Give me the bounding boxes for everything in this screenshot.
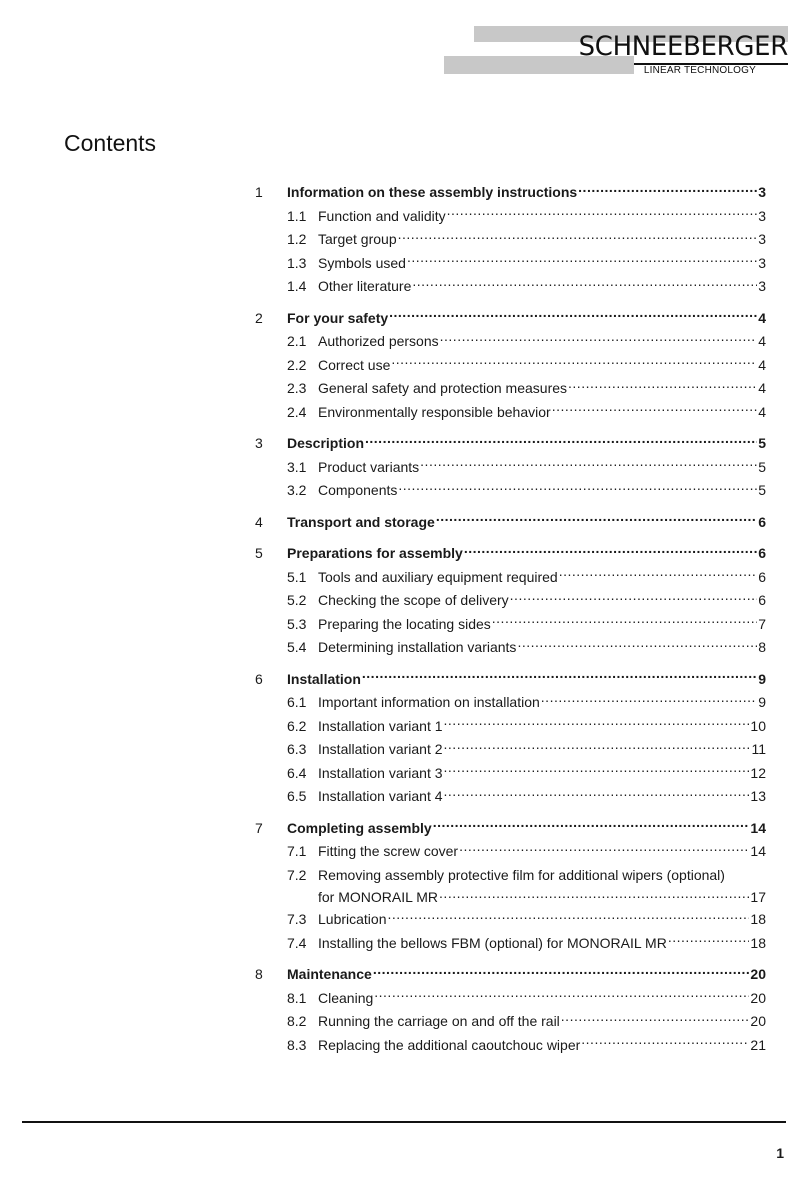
toc-entry-page: 3 <box>758 184 766 200</box>
toc-subentry-number: 5.2 <box>287 592 307 608</box>
page-title: Contents <box>64 130 157 156</box>
toc-section <box>255 963 766 1057</box>
toc-subentry-1-1[interactable] <box>255 205 766 229</box>
toc-subentry-title: Components <box>318 482 398 498</box>
toc-subentry-title-cont: for MONORAIL MR <box>318 889 439 905</box>
toc-subentry-title: Checking the scope of delivery <box>318 592 509 608</box>
toc-subentry-title: Preparing the locating sides <box>318 615 491 632</box>
toc-subentry-number: 3.1 <box>287 458 307 475</box>
toc-subentry-7-3[interactable] <box>255 908 766 932</box>
toc-subentry-title: Symbols used <box>318 254 406 271</box>
dot-leader <box>433 819 750 833</box>
toc-entry-title: Preparations for assembly <box>287 545 463 561</box>
dot-leader <box>581 1036 749 1050</box>
toc-subentry-title: Installing the bellows FBM (optional) for MONORAIL MR <box>318 934 667 951</box>
schneeberger-logo <box>444 26 788 76</box>
toc-entry-1[interactable] <box>255 181 766 205</box>
toc-subentry-8-3[interactable] <box>255 1034 766 1058</box>
toc-entry-6[interactable] <box>255 668 766 692</box>
toc-subentry-title: Installation variant 4 <box>318 788 443 804</box>
toc-entry-5[interactable] <box>255 542 766 566</box>
toc-entry-3[interactable] <box>255 432 766 456</box>
toc-section <box>255 511 766 535</box>
dot-leader <box>541 693 757 707</box>
toc-subentry-title: Running the carriage on and off the rail <box>318 1013 560 1029</box>
toc-entry-number: 2 <box>255 309 263 326</box>
dot-leader <box>398 481 757 495</box>
logo-name: SCHNEEBERGER <box>578 31 788 62</box>
toc-subentry-5-2[interactable] <box>255 589 766 613</box>
toc-subentry-title: Installation variant 2 <box>318 741 443 757</box>
dot-leader <box>389 309 757 323</box>
toc-entry-number: 4 <box>255 513 263 530</box>
toc-subentry-title: Determining installation variants <box>318 639 517 655</box>
toc-subentry-title: Environmentally responsible behavior <box>318 403 551 420</box>
dot-leader <box>459 842 749 856</box>
toc-entry-number: 1 <box>255 184 263 200</box>
toc-entry-title: Transport and storage <box>287 513 435 530</box>
toc-subentry-7-1[interactable] <box>255 840 766 864</box>
toc-subentry-8-1[interactable] <box>255 987 766 1011</box>
toc-subentry-title: Fitting the screw cover <box>318 843 459 859</box>
toc-entry-page: 14 <box>750 819 766 836</box>
dot-leader <box>492 615 757 629</box>
toc-subentry-number: 7.4 <box>287 934 307 951</box>
toc-subentry-5-1[interactable] <box>255 566 766 590</box>
dot-leader <box>668 934 750 948</box>
toc-subentry-number: 2.1 <box>287 333 307 349</box>
toc-subentry-number: 5.1 <box>287 568 307 585</box>
dot-leader <box>444 740 751 754</box>
toc-section <box>255 432 766 503</box>
dot-leader <box>517 638 757 652</box>
dot-leader <box>444 787 750 801</box>
toc-subentry-page: 8 <box>758 639 766 655</box>
toc-subentry-page: 18 <box>750 911 766 927</box>
table-of-contents <box>255 181 766 1065</box>
toc-subentry-page: 4 <box>758 333 766 349</box>
toc-subentry-page: 4 <box>758 380 766 396</box>
toc-subentry-number: 3.2 <box>287 482 307 498</box>
toc-entry-number: 7 <box>255 819 263 836</box>
toc-entry-title: Information on these assembly instructions <box>287 184 578 200</box>
toc-subentry-page: 11 <box>751 741 766 757</box>
toc-subentry-title: General safety and protection measures <box>318 380 568 396</box>
toc-entry-page: 6 <box>758 513 766 530</box>
dot-leader <box>388 910 750 924</box>
toc-subentry-page: 12 <box>750 764 766 781</box>
toc-subentry-page: 5 <box>758 458 766 475</box>
toc-subentry-6-3[interactable] <box>255 738 766 762</box>
toc-subentry-page: 20 <box>750 1013 766 1029</box>
toc-subentry-page: 4 <box>758 356 766 373</box>
toc-entry-7[interactable] <box>255 817 766 841</box>
toc-subentry-number: 1.1 <box>287 207 307 224</box>
dot-leader <box>447 207 757 221</box>
toc-subentry-title: Authorized persons <box>318 333 439 349</box>
toc-subentry-number: 8.1 <box>287 989 307 1006</box>
toc-subentry-number: 1.4 <box>287 278 307 294</box>
toc-subentry-number: 1.2 <box>287 231 307 247</box>
toc-subentry-number: 7.2 <box>287 866 307 883</box>
toc-subentry-page: 18 <box>750 934 766 951</box>
toc-subentry-5-3[interactable] <box>255 613 766 637</box>
page-number: 1 <box>776 1145 784 1161</box>
toc-section <box>255 307 766 425</box>
toc-subentry-number: 2.4 <box>287 403 307 420</box>
dot-leader <box>559 568 757 582</box>
toc-subentry-1-3[interactable] <box>255 252 766 276</box>
toc-subentry-6-4[interactable] <box>255 762 766 786</box>
toc-subentry-page: 14 <box>750 843 766 859</box>
toc-subentry-number: 6.5 <box>287 788 307 804</box>
toc-entry-4[interactable] <box>255 511 766 535</box>
toc-subentry-6-2[interactable] <box>255 715 766 739</box>
toc-subentry-page: 17 <box>750 889 766 905</box>
toc-subentry-title: Replacing the additional caoutchouc wiper <box>318 1036 581 1053</box>
dot-leader <box>444 764 750 778</box>
dot-leader <box>398 230 757 244</box>
dot-leader <box>464 544 757 558</box>
toc-section <box>255 181 766 299</box>
toc-subentry-number: 2.2 <box>287 356 307 373</box>
toc-entry-page: 9 <box>758 670 766 687</box>
toc-subentry-title: Correct use <box>318 356 391 373</box>
toc-subentry-3-1[interactable] <box>255 456 766 480</box>
dot-leader <box>552 403 757 417</box>
dot-leader <box>362 670 757 684</box>
toc-subentry-6-5[interactable] <box>255 785 766 809</box>
toc-subentry-title: Function and validity <box>318 207 446 224</box>
toc-entry-number: 8 <box>255 966 263 982</box>
toc-subentry-page: 10 <box>750 717 766 734</box>
toc-subentry-page: 3 <box>758 207 766 224</box>
toc-subentry-number: 7.3 <box>287 911 307 927</box>
dot-leader <box>440 332 757 346</box>
dot-leader <box>365 434 757 448</box>
toc-subentry-7-4[interactable] <box>255 932 766 956</box>
toc-subentry-number: 8.2 <box>287 1013 307 1029</box>
toc-subentry-title: Important information on installation <box>318 694 540 710</box>
toc-subentry-page: 3 <box>758 254 766 271</box>
dot-leader <box>374 989 749 1003</box>
dot-leader <box>420 458 757 472</box>
dot-leader <box>439 888 749 902</box>
toc-subentry-6-1[interactable] <box>255 691 766 715</box>
toc-subentry-page: 13 <box>750 788 766 804</box>
toc-subentry-number: 5.3 <box>287 615 307 632</box>
toc-subentry-1-2[interactable] <box>255 228 766 252</box>
toc-subentry-title: Tools and auxiliary equipment required <box>318 568 558 585</box>
toc-entry-title: Installation <box>287 670 361 687</box>
footer-rule <box>22 1121 786 1123</box>
toc-subentry-2-2[interactable] <box>255 354 766 378</box>
toc-entry-page: 6 <box>758 545 766 561</box>
dot-leader <box>407 254 757 268</box>
toc-subentry-title: Target group <box>318 231 397 247</box>
toc-subentry-page: 9 <box>758 694 766 710</box>
toc-entry-number: 6 <box>255 670 263 687</box>
dot-leader <box>561 1012 750 1026</box>
toc-subentry-page: 7 <box>758 615 766 632</box>
toc-entry-2[interactable] <box>255 307 766 331</box>
dot-leader <box>373 965 750 979</box>
toc-subentry-2-1[interactable] <box>255 330 766 354</box>
toc-entry-number: 3 <box>255 435 263 451</box>
toc-entry-page: 5 <box>758 435 766 451</box>
dot-leader <box>510 591 757 605</box>
toc-subentry-title: Removing assembly protective film for additional wipers (optional) <box>318 866 725 883</box>
toc-entry-title: Description <box>287 435 365 451</box>
toc-subentry-title: Cleaning <box>318 989 374 1006</box>
toc-subentry-3-2[interactable] <box>255 479 766 503</box>
toc-subentry-title: Other literature <box>318 278 412 294</box>
toc-subentry-number: 6.1 <box>287 694 307 710</box>
toc-subentry-2-3[interactable] <box>255 377 766 401</box>
toc-entry-page: 20 <box>750 966 766 982</box>
toc-subentry-number: 6.3 <box>287 741 307 757</box>
toc-subentry-number: 1.3 <box>287 254 307 271</box>
toc-subentry-2-4[interactable] <box>255 401 766 425</box>
toc-entry-title: Maintenance <box>287 966 372 982</box>
toc-subentry-page: 6 <box>758 592 766 608</box>
toc-subentry-page: 3 <box>758 278 766 294</box>
toc-entry-page: 4 <box>758 309 766 326</box>
dot-leader <box>444 717 750 731</box>
toc-subentry-number: 5.4 <box>287 639 307 655</box>
toc-subentry-number: 7.1 <box>287 843 307 859</box>
toc-section <box>255 817 766 956</box>
toc-entry-8[interactable] <box>255 963 766 987</box>
toc-subentry-page: 3 <box>758 231 766 247</box>
toc-subentry-page: 4 <box>758 403 766 420</box>
toc-subentry-number: 2.3 <box>287 380 307 396</box>
toc-subentry-5-4[interactable] <box>255 636 766 660</box>
dot-leader <box>578 183 757 197</box>
toc-subentry-number: 8.3 <box>287 1036 307 1053</box>
dot-leader <box>568 379 757 393</box>
toc-subentry-title: Product variants <box>318 458 420 475</box>
toc-entry-title: For your safety <box>287 309 389 326</box>
toc-subentry-8-2[interactable] <box>255 1010 766 1034</box>
toc-subentry-1-4[interactable] <box>255 275 766 299</box>
toc-subentry-number: 6.2 <box>287 717 307 734</box>
toc-subentry-title: Lubrication <box>318 911 387 927</box>
dot-leader <box>412 277 757 291</box>
toc-section <box>255 668 766 809</box>
toc-subentry-continuation[interactable] <box>255 887 766 908</box>
toc-subentry-title: Installation variant 3 <box>318 764 443 781</box>
toc-subentry-page: 6 <box>758 568 766 585</box>
dot-leader <box>391 356 757 370</box>
toc-subentry-page: 20 <box>750 989 766 1006</box>
dot-leader <box>436 513 757 527</box>
toc-subentry-7-2[interactable] <box>255 864 766 888</box>
toc-subentry-title: Installation variant 1 <box>318 717 443 734</box>
toc-subentry-page: 21 <box>750 1036 766 1053</box>
toc-entry-number: 5 <box>255 545 263 561</box>
toc-subentry-page: 5 <box>758 482 766 498</box>
logo-tagline: LINEAR TECHNOLOGY <box>643 65 756 76</box>
toc-entry-title: Completing assembly <box>287 819 432 836</box>
toc-section <box>255 542 766 660</box>
toc-subentry-number: 6.4 <box>287 764 307 781</box>
